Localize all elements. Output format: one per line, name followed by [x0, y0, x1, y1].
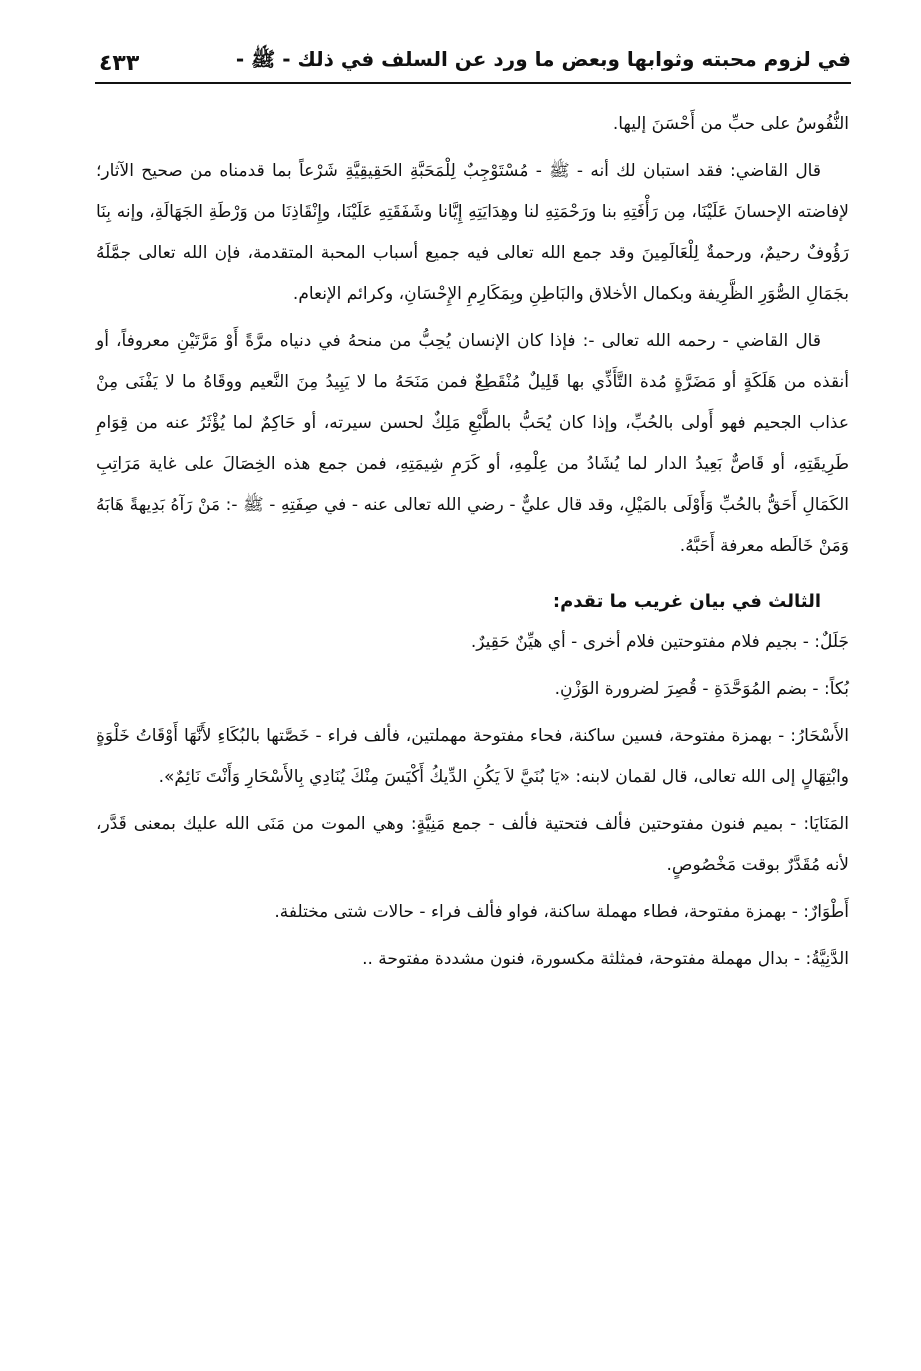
paragraph-qadi-1: قال القاضي: فقد استبان لك أنه - ﷺ - مُسْتَوْجِبٌ لِلْمَحَبَّةِ الحَقِيقِيَّةِ شَرْعاً بما قدمناه من صحيح الآثار؛ لإفاضته الإحسانَ عَلَيْنَا، مِن رَأْفَتِهِ بنا ورَحْمَتِهِ لنا وهِدَايَتِهِ إِيَّانا وشَفَقَتِهِ عَلَيْنَا، وإِنْقَاذِنَا من وَرْطَةِ الجَهَالَةِ، وإنه بِنَا رَؤُوفٌ رحيمٌ، ورحمةٌ لِلْعَالَمِينَ وقد جمع الله تعالى فيه جميع أسباب المحبة المتقدمة، فإن الله تعالى جمَّلَهُ بجَمَالِ الصُّوَرِ الظَّرِيفة وبكمال الأخلاق والبَاطِنِ وبِمَكَارِمِ الإِحْسَانِ، وكرائم الإنعام.	[96, 161, 849, 304]
gloss-definition: - بهمزة مفتوحة، فسين ساكنة، فحاء مفتوحة مهملتين، فألف فراء - خَصَّتها بالبُكَاءِ لأَنَّهَا أَوْقَاتُ خَلْوَةٍ وابْتِهَالٍ إلى الله تعالى، قال لقمان لابنه: «يَا بُنَيَّ لاَ يَكُنِ الدِّيكُ أَكْيَسَ مِنْكَ يُنَادِي بِالأَسْحَارِ وَأَنْتَ نَائِمٌ».	[96, 726, 849, 787]
running-header	[95, 38, 851, 84]
gloss-entry	[96, 669, 849, 710]
page-body	[96, 104, 849, 980]
page-number: ٤٣٣	[99, 51, 140, 76]
gloss-term: الدَّنِيَّةُ:	[805, 949, 849, 969]
gloss-entry	[96, 804, 849, 886]
gloss-entry	[96, 622, 849, 663]
gloss-definition: - بجيم فلام مفتوحتين فلام أخرى - أي هيِّنٌ حَقِيرٌ.	[470, 632, 815, 652]
paragraph-qadi-2: قال القاضي - رحمه الله تعالى -: فإذا كان الإنسان يُحِبُّ من منحهُ في دنياه مرَّةً أَوْ مَرَّتَيْنِ معروفاً، أو أنقذه من هَلَكَةٍ أو مَضَرَّةٍ مُدة التَّأَذِّي بها قَلِيلٌ مُنْقَطِعٌ فمن مَنَحَهُ ما لا يَبِيدُ مِنَ النَّعيم ووقَاهُ ما لا يَفْنَى مِنْ عذاب الجحيم فهو أَولى بالحُبِّ، وإذا كان يُحَبُّ بالطَّبْعِ مَلِكٌ لحسن سيرته، أو حَاكِمٌ لما يُؤْثَرُ عنه من قِوَامِ طَرِيقَتِهِ، أو قَاصٌّ بَعِيدُ الدار لما يُشَادُ من عِلْمِهِ، أو كَرَمِ شِيمَتِهِ، فمن جمع هذه الخِصَالَ على غاية مَرَاتِبِ الكَمَالِ أَحَقُّ بالحُبِّ وَأَوْلَى بالمَيْلِ، وقد قال عليٌّ - رضي الله تعالى عنه - في صِفَتِهِ - ﷺ -: مَنْ رَآهُ بَدِيهةً هَابَهُ وَمَنْ خَالَطه معرفة أَحَبَّهُ.	[96, 331, 849, 556]
gloss-term: بُكاً:	[823, 679, 849, 699]
section-heading: الثالث في بيان غريب ما تقدم:	[552, 591, 821, 612]
gloss-term: المَنَايَا:	[803, 814, 849, 834]
gloss-definition: - بهمزة مفتوحة، فطاء مهملة ساكنة، فواو فألف فراء - حالات شتى مختلفة.	[274, 902, 804, 922]
gloss-definition: - بميم فنون مفتوحتين فألف فتحتية فألف - جمع مَنِيَّةٍ: وهي الموت من مَنَى الله عليك بمعنى قَدَّر، لأنه مُقَدَّرٌ بوقت مَخْصُوصٍ.	[96, 814, 849, 875]
gloss-definition: - بدال مهملة مفتوحة، فمثلثة مكسورة، فنون مشددة مفتوحة ..	[362, 949, 806, 969]
gloss-entry	[96, 716, 849, 798]
gloss-definition: - بضم المُوَحَّدَةِ - قُصِرَ لضرورة الوَزْنِ.	[554, 679, 824, 699]
gloss-term: أَطْوَارٌ:	[803, 902, 849, 922]
gloss-term: جَلَلٌ:	[814, 632, 849, 652]
gloss-entry	[96, 892, 849, 933]
gloss-entry	[96, 939, 849, 980]
gloss-term: الأَسْحَارُ:	[790, 726, 849, 746]
paragraph-continuation: النُّفُوسُ على حبِّ من أَحْسَنَ إليها.	[612, 114, 849, 134]
chapter-title: في لزوم محبته وثوابها وبعض ما ورد عن السلف في ذلك - ﷺ -	[235, 47, 851, 71]
